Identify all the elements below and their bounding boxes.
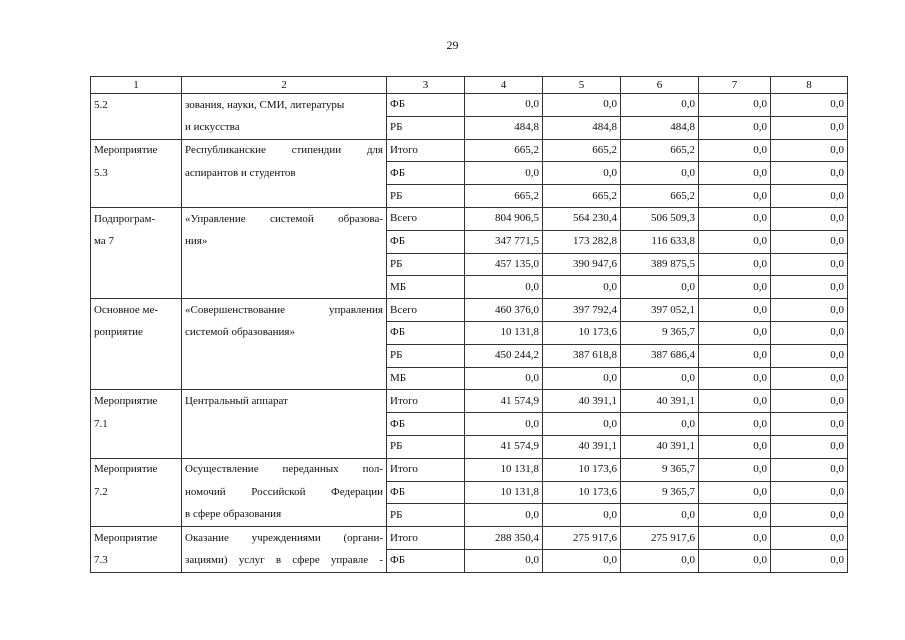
value-cell: 0,0: [465, 162, 543, 185]
value-cell: 0,0: [699, 276, 771, 299]
value-cell: 484,8: [543, 116, 621, 139]
value-cell: 804 906,5: [465, 207, 543, 230]
item-code-cell: [91, 253, 182, 276]
item-name-cell: и искусства: [182, 116, 387, 139]
value-cell: 10 173,6: [543, 458, 621, 481]
funding-source-cell: РБ: [387, 435, 465, 458]
value-cell: 0,0: [771, 116, 848, 139]
value-cell: 0,0: [621, 162, 699, 185]
value-cell: 0,0: [699, 413, 771, 436]
item-code-cell: Мероприятие: [91, 458, 182, 481]
funding-source-cell: РБ: [387, 504, 465, 527]
funding-source-cell: ФБ: [387, 162, 465, 185]
item-code-cell: 7.1: [91, 413, 182, 436]
value-cell: 0,0: [699, 527, 771, 550]
value-cell: 0,0: [543, 504, 621, 527]
table-row: [91, 390, 848, 413]
item-name-cell: зования, науки, СМИ, литературы: [182, 94, 387, 117]
value-cell: 275 917,6: [543, 527, 621, 550]
item-code-cell: [91, 185, 182, 208]
table-row: [91, 435, 848, 458]
value-cell: 665,2: [621, 139, 699, 162]
value-cell: 0,0: [699, 481, 771, 504]
item-name-cell: Центральный аппарат: [182, 390, 387, 413]
value-cell: 0,0: [621, 276, 699, 299]
item-code-cell: 5.2: [91, 94, 182, 117]
funding-source-cell: ФБ: [387, 94, 465, 117]
item-code-cell: 5.3: [91, 162, 182, 185]
value-cell: 0,0: [465, 413, 543, 436]
value-cell: 0,0: [771, 390, 848, 413]
value-cell: 0,0: [699, 207, 771, 230]
table-row: [91, 344, 848, 367]
value-cell: 389 875,5: [621, 253, 699, 276]
item-code-cell: Мероприятие: [91, 390, 182, 413]
value-cell: 0,0: [543, 276, 621, 299]
funding-source-cell: ФБ: [387, 413, 465, 436]
value-cell: 484,8: [621, 116, 699, 139]
funding-source-cell: МБ: [387, 276, 465, 299]
table-header-row: [91, 77, 848, 94]
value-cell: 9 365,7: [621, 458, 699, 481]
table-row: [91, 162, 848, 185]
value-cell: 0,0: [699, 549, 771, 572]
funding-source-cell: РБ: [387, 185, 465, 208]
value-cell: 0,0: [771, 321, 848, 344]
value-cell: 0,0: [699, 230, 771, 253]
item-name-cell: системой образования»: [182, 321, 387, 344]
item-code-cell: Мероприятие: [91, 139, 182, 162]
column-header: 4: [465, 77, 543, 94]
item-name-cell: [182, 253, 387, 276]
funding-source-cell: Итого: [387, 458, 465, 481]
value-cell: 275 917,6: [621, 527, 699, 550]
value-cell: 0,0: [699, 162, 771, 185]
table-row: [91, 299, 848, 322]
funding-source-cell: Итого: [387, 527, 465, 550]
value-cell: 0,0: [771, 230, 848, 253]
value-cell: 0,0: [771, 527, 848, 550]
value-cell: 0,0: [465, 367, 543, 390]
value-cell: 484,8: [465, 116, 543, 139]
value-cell: 665,2: [543, 139, 621, 162]
item-name-cell: «Управление системой образова-: [182, 207, 387, 230]
funding-source-cell: Всего: [387, 207, 465, 230]
table-row: [91, 276, 848, 299]
item-name-cell: Осуществление переданных пол-: [182, 458, 387, 481]
value-cell: 0,0: [699, 458, 771, 481]
table-row: [91, 207, 848, 230]
item-code-cell: Основное ме-: [91, 299, 182, 322]
value-cell: 0,0: [771, 94, 848, 117]
item-name-cell: [182, 413, 387, 436]
value-cell: 0,0: [699, 504, 771, 527]
value-cell: 41 574,9: [465, 390, 543, 413]
value-cell: 397 052,1: [621, 299, 699, 322]
value-cell: 564 230,4: [543, 207, 621, 230]
column-header: 1: [91, 77, 182, 94]
item-code-cell: [91, 344, 182, 367]
column-header: 3: [387, 77, 465, 94]
value-cell: 0,0: [699, 185, 771, 208]
value-cell: 665,2: [465, 139, 543, 162]
table-row: [91, 367, 848, 390]
funding-source-cell: Итого: [387, 390, 465, 413]
value-cell: 0,0: [543, 549, 621, 572]
value-cell: 0,0: [771, 367, 848, 390]
value-cell: 288 350,4: [465, 527, 543, 550]
funding-source-cell: ФБ: [387, 481, 465, 504]
table-row: [91, 527, 848, 550]
value-cell: 116 633,8: [621, 230, 699, 253]
value-cell: 9 365,7: [621, 321, 699, 344]
column-header: 7: [699, 77, 771, 94]
value-cell: 397 792,4: [543, 299, 621, 322]
item-name-cell: аспирантов и студентов: [182, 162, 387, 185]
value-cell: 10 131,8: [465, 321, 543, 344]
value-cell: 0,0: [465, 504, 543, 527]
value-cell: 0,0: [699, 139, 771, 162]
column-header: 6: [621, 77, 699, 94]
item-code-cell: роприятие: [91, 321, 182, 344]
funding-source-cell: ФБ: [387, 549, 465, 572]
value-cell: 0,0: [699, 367, 771, 390]
value-cell: 665,2: [621, 185, 699, 208]
value-cell: 347 771,5: [465, 230, 543, 253]
value-cell: 0,0: [699, 344, 771, 367]
value-cell: 40 391,1: [543, 435, 621, 458]
column-header: 5: [543, 77, 621, 94]
value-cell: 40 391,1: [621, 435, 699, 458]
value-cell: 40 391,1: [543, 390, 621, 413]
column-header: 2: [182, 77, 387, 94]
value-cell: 457 135,0: [465, 253, 543, 276]
item-name-cell: ния»: [182, 230, 387, 253]
item-code-cell: ма 7: [91, 230, 182, 253]
item-name-cell: «Совершенствование управления: [182, 299, 387, 322]
budget-table: [90, 76, 848, 573]
value-cell: 10 173,6: [543, 321, 621, 344]
value-cell: 0,0: [621, 367, 699, 390]
value-cell: 0,0: [771, 344, 848, 367]
table-row: [91, 185, 848, 208]
value-cell: 0,0: [465, 94, 543, 117]
value-cell: 0,0: [699, 116, 771, 139]
item-name-cell: зациями) услуг в сфере управле -: [182, 549, 387, 572]
value-cell: 0,0: [771, 299, 848, 322]
table-row: [91, 321, 848, 344]
value-cell: 9 365,7: [621, 481, 699, 504]
funding-source-cell: РБ: [387, 344, 465, 367]
value-cell: 0,0: [771, 549, 848, 572]
value-cell: 0,0: [771, 139, 848, 162]
value-cell: 0,0: [771, 458, 848, 481]
table-row: [91, 139, 848, 162]
item-code-cell: [91, 367, 182, 390]
value-cell: 387 618,8: [543, 344, 621, 367]
value-cell: 40 391,1: [621, 390, 699, 413]
value-cell: 460 376,0: [465, 299, 543, 322]
value-cell: 665,2: [465, 185, 543, 208]
item-code-cell: 7.2: [91, 481, 182, 504]
value-cell: 0,0: [771, 413, 848, 436]
item-code-cell: [91, 435, 182, 458]
value-cell: 0,0: [543, 367, 621, 390]
page-number: 29: [446, 38, 459, 52]
table-row: [91, 116, 848, 139]
table-row: [91, 549, 848, 572]
table-row: [91, 458, 848, 481]
value-cell: 0,0: [621, 504, 699, 527]
item-name-cell: номочий Российской Федерации: [182, 481, 387, 504]
value-cell: 0,0: [771, 207, 848, 230]
item-code-cell: [91, 504, 182, 527]
item-name-cell: Оказание учреждениями (органи-: [182, 527, 387, 550]
value-cell: 0,0: [465, 549, 543, 572]
value-cell: 0,0: [771, 504, 848, 527]
value-cell: 0,0: [621, 549, 699, 572]
value-cell: 387 686,4: [621, 344, 699, 367]
value-cell: 10 131,8: [465, 481, 543, 504]
value-cell: 0,0: [465, 276, 543, 299]
value-cell: 0,0: [699, 321, 771, 344]
table-row: [91, 413, 848, 436]
value-cell: 0,0: [543, 162, 621, 185]
item-name-cell: в сфере образования: [182, 504, 387, 527]
value-cell: 390 947,6: [543, 253, 621, 276]
table-row: [91, 504, 848, 527]
item-name-cell: [182, 344, 387, 367]
item-code-cell: [91, 276, 182, 299]
item-name-cell: Республиканские стипендии для: [182, 139, 387, 162]
item-name-cell: [182, 435, 387, 458]
table-row: [91, 253, 848, 276]
value-cell: 0,0: [771, 276, 848, 299]
table-row: [91, 94, 848, 117]
value-cell: 0,0: [543, 94, 621, 117]
funding-source-cell: РБ: [387, 253, 465, 276]
funding-source-cell: МБ: [387, 367, 465, 390]
table-row: [91, 230, 848, 253]
value-cell: 0,0: [543, 413, 621, 436]
value-cell: 0,0: [699, 253, 771, 276]
value-cell: 665,2: [543, 185, 621, 208]
value-cell: 0,0: [621, 94, 699, 117]
funding-source-cell: Всего: [387, 299, 465, 322]
value-cell: 41 574,9: [465, 435, 543, 458]
funding-source-cell: ФБ: [387, 230, 465, 253]
value-cell: 0,0: [621, 413, 699, 436]
item-code-cell: [91, 116, 182, 139]
funding-source-cell: ФБ: [387, 321, 465, 344]
value-cell: 0,0: [771, 253, 848, 276]
table-row: [91, 481, 848, 504]
value-cell: 0,0: [699, 94, 771, 117]
value-cell: 0,0: [699, 435, 771, 458]
value-cell: 450 244,2: [465, 344, 543, 367]
column-header: 8: [771, 77, 848, 94]
value-cell: 0,0: [771, 162, 848, 185]
value-cell: 506 509,3: [621, 207, 699, 230]
value-cell: 0,0: [771, 481, 848, 504]
funding-source-cell: РБ: [387, 116, 465, 139]
value-cell: 0,0: [771, 185, 848, 208]
funding-source-cell: Итого: [387, 139, 465, 162]
item-name-cell: [182, 276, 387, 299]
item-code-cell: 7.3: [91, 549, 182, 572]
value-cell: 173 282,8: [543, 230, 621, 253]
value-cell: 0,0: [771, 435, 848, 458]
item-name-cell: [182, 185, 387, 208]
value-cell: 10 173,6: [543, 481, 621, 504]
value-cell: 0,0: [699, 390, 771, 413]
value-cell: 10 131,8: [465, 458, 543, 481]
value-cell: 0,0: [699, 299, 771, 322]
item-name-cell: [182, 367, 387, 390]
item-code-cell: Подпрограм-: [91, 207, 182, 230]
item-code-cell: Мероприятие: [91, 527, 182, 550]
